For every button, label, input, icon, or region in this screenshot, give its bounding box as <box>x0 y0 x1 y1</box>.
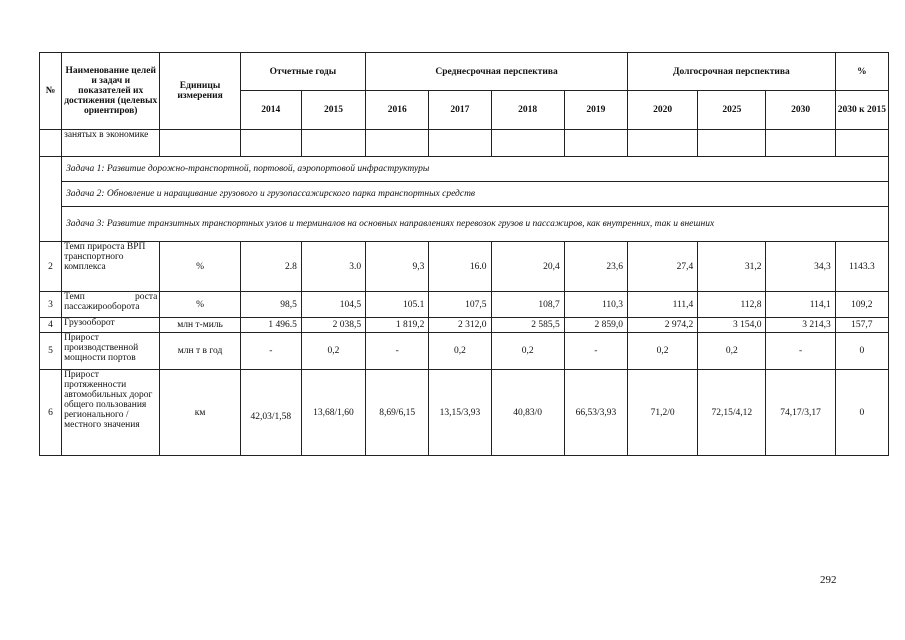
row-value: 2 974,2 <box>628 318 698 333</box>
row-unit: млн т-миль <box>160 318 240 333</box>
row-value: 34,3 <box>766 242 835 292</box>
table-row <box>40 370 889 456</box>
task-3: Задача 3: Развитие транзитных транспортных узлов и терминалов на основных направлениях перевозок грузов и пассажиров, как внутренних, так и внешних <box>62 207 889 242</box>
task-row <box>40 157 889 182</box>
row-value: 112,8 <box>698 292 766 318</box>
row-num: 3 <box>40 292 62 318</box>
row-name: Прирост производственной мощности портов <box>62 333 160 370</box>
row-value: 13,15/3,93 <box>429 370 491 456</box>
row-value: 111,4 <box>628 292 698 318</box>
row-value: 72,15/4,12 <box>698 370 766 456</box>
row-value: 42,03/1,58 <box>240 370 301 456</box>
row-pct: 109,2 <box>835 292 888 318</box>
header-group-report: Отчетные годы <box>240 53 365 91</box>
row-value: 105.1 <box>366 292 429 318</box>
header-year: 2018 <box>491 91 564 130</box>
header-num: № <box>40 53 62 130</box>
header-year: 2025 <box>698 91 766 130</box>
table-row <box>40 130 889 157</box>
row-value: 71,2/0 <box>628 370 698 456</box>
row-value: 9,3 <box>366 242 429 292</box>
row-value: 1 819,2 <box>366 318 429 333</box>
row-value: 20,4 <box>491 242 564 292</box>
row-unit: % <box>160 242 240 292</box>
row-value: 2.8 <box>240 242 301 292</box>
row-value: 74,17/3,17 <box>766 370 835 456</box>
row-value: 107,5 <box>429 292 491 318</box>
header-year: 2014 <box>240 91 301 130</box>
row-num: 6 <box>40 370 62 456</box>
row-pct: 157,7 <box>835 318 888 333</box>
row-value: 98,5 <box>240 292 301 318</box>
row-name: Темп роста пассажирооборота <box>62 292 160 318</box>
header-group-pct: % <box>835 53 888 91</box>
header-name: Наименование целей и задач и показателей их достижения (целевых ориентиров) <box>62 53 160 130</box>
row-value: 0,2 <box>628 333 698 370</box>
header-year: 2020 <box>628 91 698 130</box>
row-value: 3 214,3 <box>766 318 835 333</box>
row-value: 110,3 <box>564 292 627 318</box>
table-row <box>40 333 889 370</box>
task-2: Задача 2: Обновление и наращивание грузового и грузопассажирского парка транспортных средств <box>62 182 889 207</box>
row-pct: 1143.3 <box>835 242 888 292</box>
header-year: 2016 <box>366 91 429 130</box>
row-value: 40,83/0 <box>491 370 564 456</box>
table-row <box>40 242 889 292</box>
row-value: 0,2 <box>491 333 564 370</box>
row-value: 0,2 <box>698 333 766 370</box>
row-value: - <box>564 333 627 370</box>
row-num: 2 <box>40 242 62 292</box>
row-value: 31,2 <box>698 242 766 292</box>
row-value: - <box>240 333 301 370</box>
row-unit: км <box>160 370 240 456</box>
row-value: 3 154,0 <box>698 318 766 333</box>
row-value: - <box>366 333 429 370</box>
row-value: - <box>766 333 835 370</box>
row-value: 8,69/6,15 <box>366 370 429 456</box>
task-1: Задача 1: Развитие дорожно-транспортной, портовой, аэропортовой инфраструктуры <box>62 157 889 182</box>
header-group-long: Долгосрочная перспектива <box>628 53 836 91</box>
row-value: 104,5 <box>301 292 365 318</box>
row-num: 4 <box>40 318 62 333</box>
row-value: 0,2 <box>301 333 365 370</box>
row-value: 2 585,5 <box>491 318 564 333</box>
row-value: 2 312,0 <box>429 318 491 333</box>
row-value: 13,68/1,60 <box>301 370 365 456</box>
header-unit: Единицы измерения <box>160 53 240 130</box>
header-pct-label: 2030 к 2015 <box>835 91 888 130</box>
row-name: Темп прироста ВРП транспортного комплекса <box>62 242 160 292</box>
row-value: 114,1 <box>766 292 835 318</box>
row-value: 1 496.5 <box>240 318 301 333</box>
row-value: 23,6 <box>564 242 627 292</box>
row-num: 5 <box>40 333 62 370</box>
row-unit: % <box>160 292 240 318</box>
row-name: Прирост протяженности автомобильных дорог общего пользования регионального / местного значения <box>62 370 160 456</box>
row-value: 16.0 <box>429 242 491 292</box>
row-unit: млн т в год <box>160 333 240 370</box>
row-name: Грузооборот <box>62 318 160 333</box>
row-value: 2 038,5 <box>301 318 365 333</box>
row-pct: 0 <box>835 333 888 370</box>
task-row <box>40 182 889 207</box>
header-year: 2015 <box>301 91 365 130</box>
row-pct: 0 <box>835 370 888 456</box>
row-value: 66,53/3,93 <box>564 370 627 456</box>
row-value: 3.0 <box>301 242 365 292</box>
page-number: 292 <box>820 574 837 586</box>
row-value: 2 859,0 <box>564 318 627 333</box>
indicators-table <box>39 52 889 456</box>
header-group-mid: Среднесрочная перспектива <box>366 53 628 91</box>
row-value: 27,4 <box>628 242 698 292</box>
task-row <box>40 207 889 242</box>
row-name: занятых в экономике <box>62 130 160 157</box>
table-row <box>40 292 889 318</box>
header-year: 2019 <box>564 91 627 130</box>
row-value: 0,2 <box>429 333 491 370</box>
header-year: 2017 <box>429 91 491 130</box>
row-value: 108,7 <box>491 292 564 318</box>
header-year: 2030 <box>766 91 835 130</box>
table-row <box>40 318 889 333</box>
